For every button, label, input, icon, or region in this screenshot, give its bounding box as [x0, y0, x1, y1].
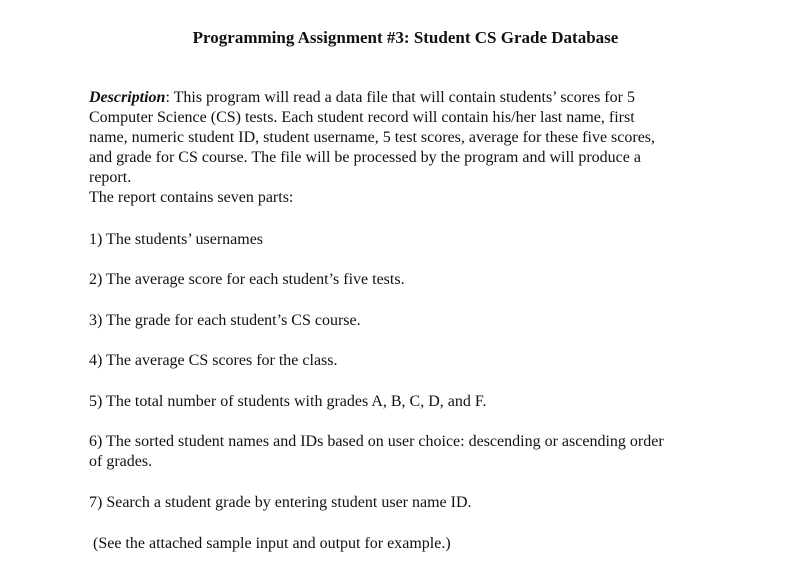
description-label: Description	[89, 89, 166, 106]
description-paragraph	[89, 88, 739, 208]
report-part-6-line: of grades.	[89, 453, 153, 470]
report-part-1: 1) The students’ usernames	[89, 231, 264, 248]
report-part-6-line: 6) The sorted student names and IDs based on user choice: descending or ascending order	[89, 433, 664, 450]
description-line: and grade for CS course. The file will be processed by the program and will produce a	[89, 149, 641, 166]
sample-note: (See the attached sample input and output for example.)	[93, 535, 451, 552]
description-first-line-text: This program will read a data file that will contain students’ scores for 5	[173, 89, 635, 106]
description-separator: :	[165, 89, 174, 106]
report-intro: The report contains seven parts:	[89, 189, 294, 206]
report-part-7: 7) Search a student grade by entering student user name ID.	[89, 494, 472, 511]
report-part-2: 2) The average score for each student’s five tests.	[89, 271, 405, 288]
description-line: report.	[89, 169, 132, 186]
report-part-5: 5) The total number of students with grades A, B, C, D, and F.	[89, 393, 487, 410]
report-part-4: 4) The average CS scores for the class.	[89, 352, 338, 369]
report-part-3: 3) The grade for each student’s CS course.	[89, 312, 361, 329]
document-title: Programming Assignment #3: Student CS Grade Database	[192, 28, 619, 47]
description-line	[89, 88, 739, 108]
description-line: name, numeric student ID, student username, 5 test scores, average for these five scores,	[89, 129, 656, 146]
report-part-6	[89, 432, 664, 472]
description-line: Computer Science (CS) tests. Each student record will contain his/her last name, first	[89, 109, 635, 126]
